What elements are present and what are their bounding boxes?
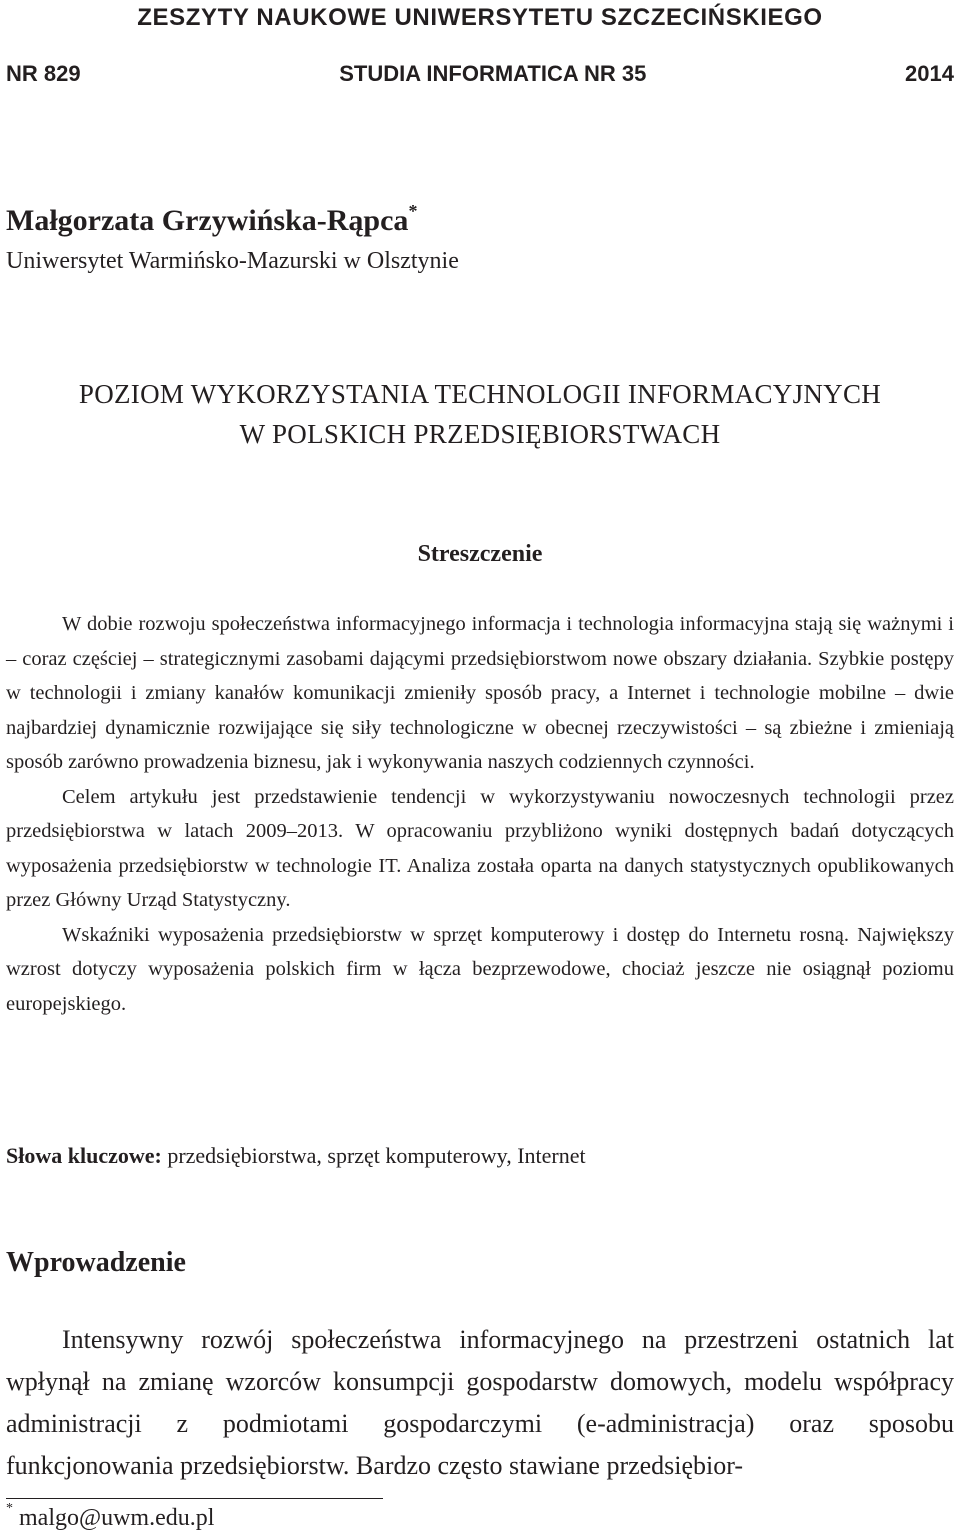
issue-number: NR 829 — [6, 61, 81, 86]
footnote-email[interactable]: malgo@uwm.edu.pl — [19, 1505, 215, 1531]
abstract-body — [6, 607, 954, 1021]
journal-name: ZESZYTY NAUKOWE UNIWERSYTETU SZCZECIŃSKIEGO — [137, 4, 823, 31]
publication-year: 2014 — [905, 61, 954, 86]
abstract-paragraph-1: W dobie rozwoju społeczeństwa informacyjnego informacja i technologia informacyjna stają się ważnymi i – coraz częściej – strategicznymi zasobami dającymi przedsiębiorstwom nowe obszary działania. Szybkie postępy w technologii i zmiany kanałów komunikacji zmieniły sposób pracy, a Internet i technologie mobilne – dwie najbardziej dynamicznie rozwijające się siły technologiczne w obecnej rzeczywistości – są zbieżne i zmieniają sposób zarówno prowadzenia biznesu, jak i wykonywania naszych codziennych czynności. — [6, 613, 954, 773]
keywords-value: przedsiębiorstwa, sprzęt komputerowy, Internet — [167, 1143, 586, 1168]
footnote-divider — [6, 1498, 383, 1499]
section-heading-introduction: Wprowadzenie — [6, 1247, 186, 1278]
footnote — [6, 1501, 215, 1532]
paper-title-line-2: W POLSKICH PRZEDSIĘBIORSTWACH — [239, 419, 721, 449]
author-affiliation: Uniwersytet Warmińsko-Mazurski w Olsztynie — [6, 248, 459, 274]
author-name-line — [6, 203, 417, 238]
abstract-paragraph-2: Celem artykułu jest przedstawienie tendencji w wykorzystywaniu nowoczesnych technologii przez przedsiębiorstwa w latach 2009–2013. W opracowaniu przybliżono wyniki dostępnych badań dotyczących wyposażenia przedsiębiorstw w technologie IT. Analiza została oparta na danych statystycznych opublikowanych przez Główny Urząd Statystyczny. — [6, 785, 954, 911]
footnote-mark: * — [6, 1501, 13, 1516]
introduction-paragraph: Intensywny rozwój społeczeństwa informacyjnego na przestrzeni ostatnich lat wpłynął na zmianę wzorców konsumpcji gospodarstw domowych, modelu współpracy administracji z podmiotami gospodarczymi (e-administracja) oraz sposobu funkcjonowania przedsiębiorstw. Bardzo często stawiane przedsiębior- — [6, 1325, 954, 1480]
paper-title — [0, 374, 960, 454]
paper-title-line-1: POZIOM WYKORZYSTANIA TECHNOLOGII INFORMACYJNYCH — [78, 379, 882, 409]
author-name: Małgorzata Grzywińska-Rąpca — [6, 204, 409, 237]
introduction-body — [6, 1319, 954, 1487]
journal-issue-row — [6, 61, 954, 87]
keywords-label: Słowa kluczowe: — [6, 1143, 162, 1168]
abstract-paragraph-3: Wskaźniki wyposażenia przedsiębiorstw w sprzęt komputerowy i dostęp do Internetu rosną. Największy wzrost dotyczy wyposażenia polskich firm w łącza bezprzewodowe, chociaż jeszcze nie osiągnął poziomu europejskiego. — [6, 923, 954, 1015]
abstract-heading: Streszczenie — [417, 541, 543, 567]
keywords-line — [6, 1143, 586, 1169]
author-footnote-mark: * — [408, 201, 418, 221]
series-name: STUDIA INFORMATICA NR 35 — [339, 61, 647, 86]
